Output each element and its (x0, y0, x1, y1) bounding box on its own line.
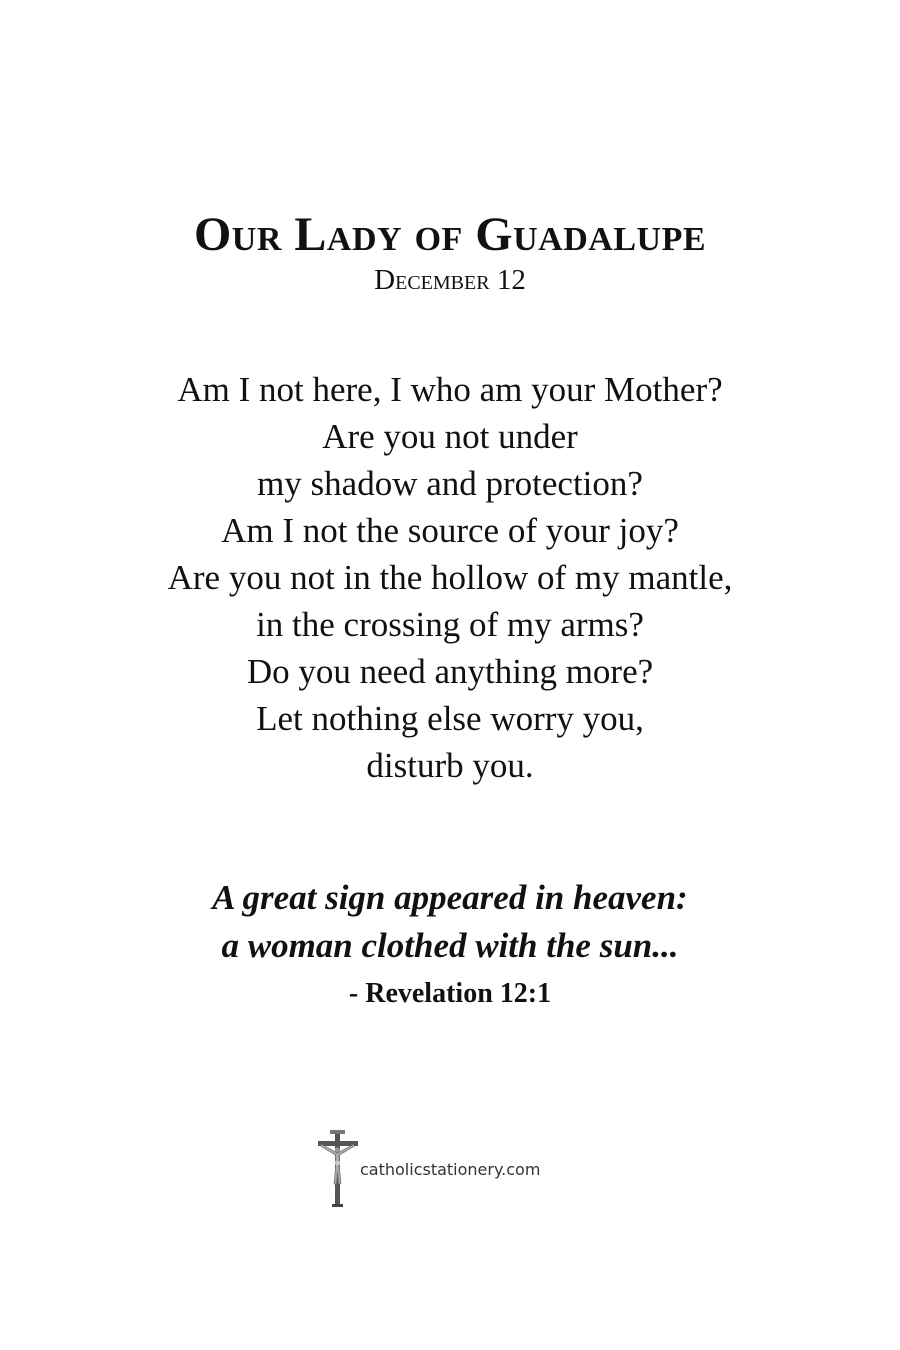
prayer-line: my shadow and protection? (257, 464, 643, 503)
prayer-line: in the crossing of my arms? (256, 605, 644, 644)
prayer-line: Let nothing else worry you, (256, 699, 644, 738)
scripture-line: A great sign appeared in heaven: (212, 878, 688, 917)
feast-date: December 12 (374, 264, 526, 296)
prayer-line: Do you need anything more? (246, 652, 654, 691)
prayer-line: Am I not the source of your joy? (221, 511, 679, 550)
scripture-quote (0, 874, 900, 970)
prayer-line: Are you not under (322, 417, 578, 456)
prayer-line: Am I not here, I who am your Mother? (177, 370, 723, 409)
page-title: Our Lady of Guadalupe (193, 208, 707, 261)
crucifix-icon (316, 1128, 360, 1208)
website-link[interactable]: catholicstationery.com (360, 1160, 541, 1179)
prayer-line: Are you not in the hollow of my mantle, (167, 558, 733, 597)
scripture-citation: - Revelation 12:1 (348, 978, 552, 1009)
scripture-line: a woman clothed with the sun... (221, 926, 679, 965)
prayer-text (0, 366, 900, 789)
prayer-line: disturb you. (366, 746, 534, 785)
footer-branding (316, 1128, 586, 1208)
